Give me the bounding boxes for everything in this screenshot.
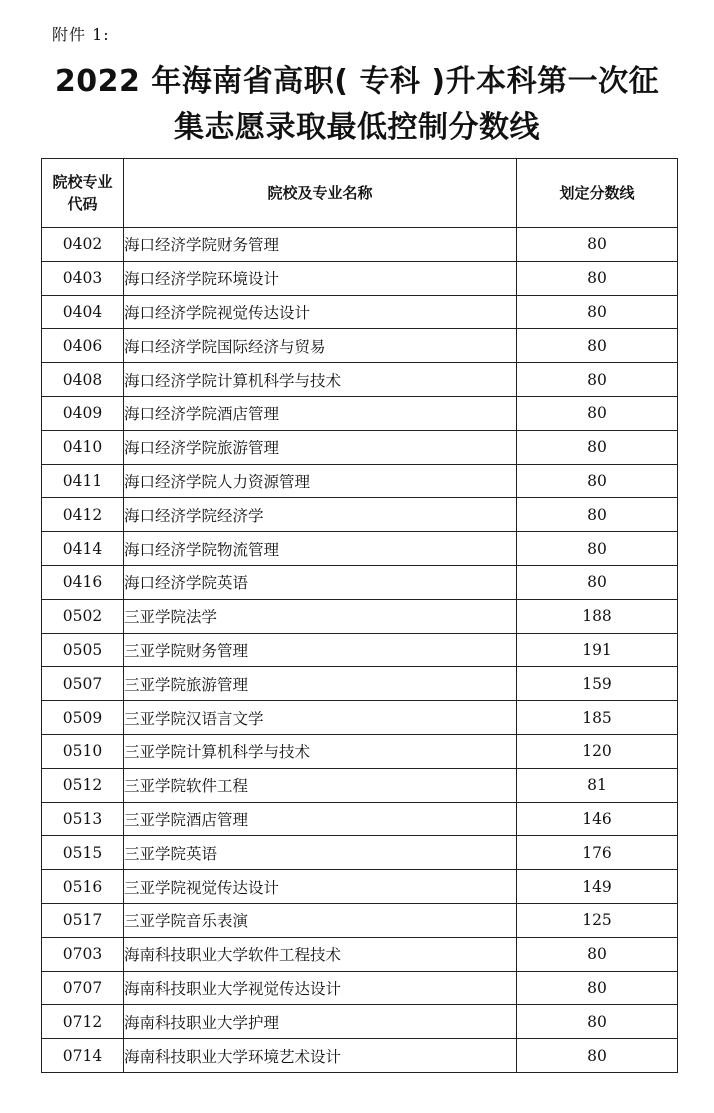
cell-code: 0714 [42, 1039, 124, 1073]
table-row [42, 498, 678, 532]
cell-score: 146 [517, 802, 678, 836]
table-row [42, 1005, 678, 1039]
cell-score: 80 [517, 937, 678, 971]
table-row [42, 903, 678, 937]
table-row [42, 599, 678, 633]
table-row [42, 363, 678, 397]
cell-name: 三亚学院音乐表演 [124, 903, 517, 937]
table-row [42, 870, 678, 904]
document-title-line-1: 2022 年海南省高职( 专科 )升本科第一次征 [54, 64, 660, 99]
cell-code: 0512 [42, 768, 124, 802]
cell-name: 三亚学院酒店管理 [124, 802, 517, 836]
attachment-label: 附件 1: [52, 25, 110, 44]
cell-code: 0411 [42, 464, 124, 498]
table-row [42, 633, 678, 667]
cell-name: 三亚学院软件工程 [124, 768, 517, 802]
cell-score: 80 [517, 464, 678, 498]
cell-code: 0516 [42, 870, 124, 904]
cell-name: 海口经济学院经济学 [124, 498, 517, 532]
cell-code: 0414 [42, 532, 124, 566]
cell-code: 0712 [42, 1005, 124, 1039]
table-row [42, 228, 678, 262]
table-row [42, 836, 678, 870]
table-row [42, 937, 678, 971]
cell-code: 0403 [42, 261, 124, 295]
cell-name: 三亚学院财务管理 [124, 633, 517, 667]
cell-code: 0707 [42, 971, 124, 1005]
cell-name: 三亚学院旅游管理 [124, 667, 517, 701]
cell-score: 191 [517, 633, 678, 667]
cell-code: 0510 [42, 734, 124, 768]
cell-name: 海口经济学院物流管理 [124, 532, 517, 566]
cell-name: 海口经济学院英语 [124, 565, 517, 599]
cell-name: 海口经济学院视觉传达设计 [124, 295, 517, 329]
cell-name: 海南科技职业大学护理 [124, 1005, 517, 1039]
cell-code: 0412 [42, 498, 124, 532]
cell-name: 海口经济学院旅游管理 [124, 430, 517, 464]
cell-score: 80 [517, 565, 678, 599]
cell-name: 海口经济学院环境设计 [124, 261, 517, 295]
table-row [42, 532, 678, 566]
table-header-row [42, 159, 678, 228]
cell-code: 0408 [42, 363, 124, 397]
cell-score: 80 [517, 396, 678, 430]
cell-code: 0410 [42, 430, 124, 464]
cell-score: 125 [517, 903, 678, 937]
cell-name: 海南科技职业大学环境艺术设计 [124, 1039, 517, 1073]
cell-code: 0402 [42, 228, 124, 262]
cell-code: 0517 [42, 903, 124, 937]
cell-name: 海口经济学院财务管理 [124, 228, 517, 262]
table-body [42, 228, 678, 1073]
cell-code: 0502 [42, 599, 124, 633]
cell-code: 0515 [42, 836, 124, 870]
cell-score: 120 [517, 734, 678, 768]
cell-score: 188 [517, 599, 678, 633]
cell-code: 0416 [42, 565, 124, 599]
cell-name: 海口经济学院国际经济与贸易 [124, 329, 517, 363]
table-row [42, 464, 678, 498]
table-row [42, 430, 678, 464]
cell-score: 80 [517, 971, 678, 1005]
cell-code: 0507 [42, 667, 124, 701]
cell-score: 80 [517, 498, 678, 532]
cell-score: 80 [517, 1039, 678, 1073]
table-row [42, 667, 678, 701]
document-title-line-2: 集志愿录取最低控制分数线 [174, 110, 540, 145]
cell-score: 80 [517, 295, 678, 329]
table-row [42, 802, 678, 836]
cell-name: 海口经济学院计算机科学与技术 [124, 363, 517, 397]
cell-code: 0505 [42, 633, 124, 667]
header-code: 院校专业 代码 [42, 159, 124, 228]
cell-name: 三亚学院汉语言文学 [124, 701, 517, 735]
table-row [42, 701, 678, 735]
cell-score: 80 [517, 532, 678, 566]
table-row [42, 295, 678, 329]
cell-score: 80 [517, 261, 678, 295]
cell-score: 185 [517, 701, 678, 735]
header-score: 划定分数线 [517, 159, 678, 228]
cell-name: 海口经济学院人力资源管理 [124, 464, 517, 498]
cell-name: 海南科技职业大学软件工程技术 [124, 937, 517, 971]
table-row [42, 261, 678, 295]
cell-name: 海南科技职业大学视觉传达设计 [124, 971, 517, 1005]
cell-score: 80 [517, 329, 678, 363]
cell-score: 80 [517, 228, 678, 262]
cell-name: 三亚学院计算机科学与技术 [124, 734, 517, 768]
cell-score: 80 [517, 1005, 678, 1039]
table-row [42, 396, 678, 430]
cell-name: 海口经济学院酒店管理 [124, 396, 517, 430]
cell-score: 149 [517, 870, 678, 904]
cell-score: 176 [517, 836, 678, 870]
table-row [42, 734, 678, 768]
cell-code: 0404 [42, 295, 124, 329]
table-header [42, 159, 678, 228]
cell-name: 三亚学院视觉传达设计 [124, 870, 517, 904]
cell-score: 81 [517, 768, 678, 802]
cell-score: 159 [517, 667, 678, 701]
table-row [42, 565, 678, 599]
cell-code: 0703 [42, 937, 124, 971]
table-row [42, 971, 678, 1005]
cell-name: 三亚学院法学 [124, 599, 517, 633]
cell-score: 80 [517, 430, 678, 464]
cell-code: 0406 [42, 329, 124, 363]
cell-score: 80 [517, 363, 678, 397]
table-row [42, 1039, 678, 1073]
cell-code: 0513 [42, 802, 124, 836]
table-row [42, 329, 678, 363]
cell-code: 0409 [42, 396, 124, 430]
table-row [42, 768, 678, 802]
header-name: 院校及专业名称 [124, 159, 517, 228]
score-table [41, 158, 678, 1073]
cell-name: 三亚学院英语 [124, 836, 517, 870]
cell-code: 0509 [42, 701, 124, 735]
